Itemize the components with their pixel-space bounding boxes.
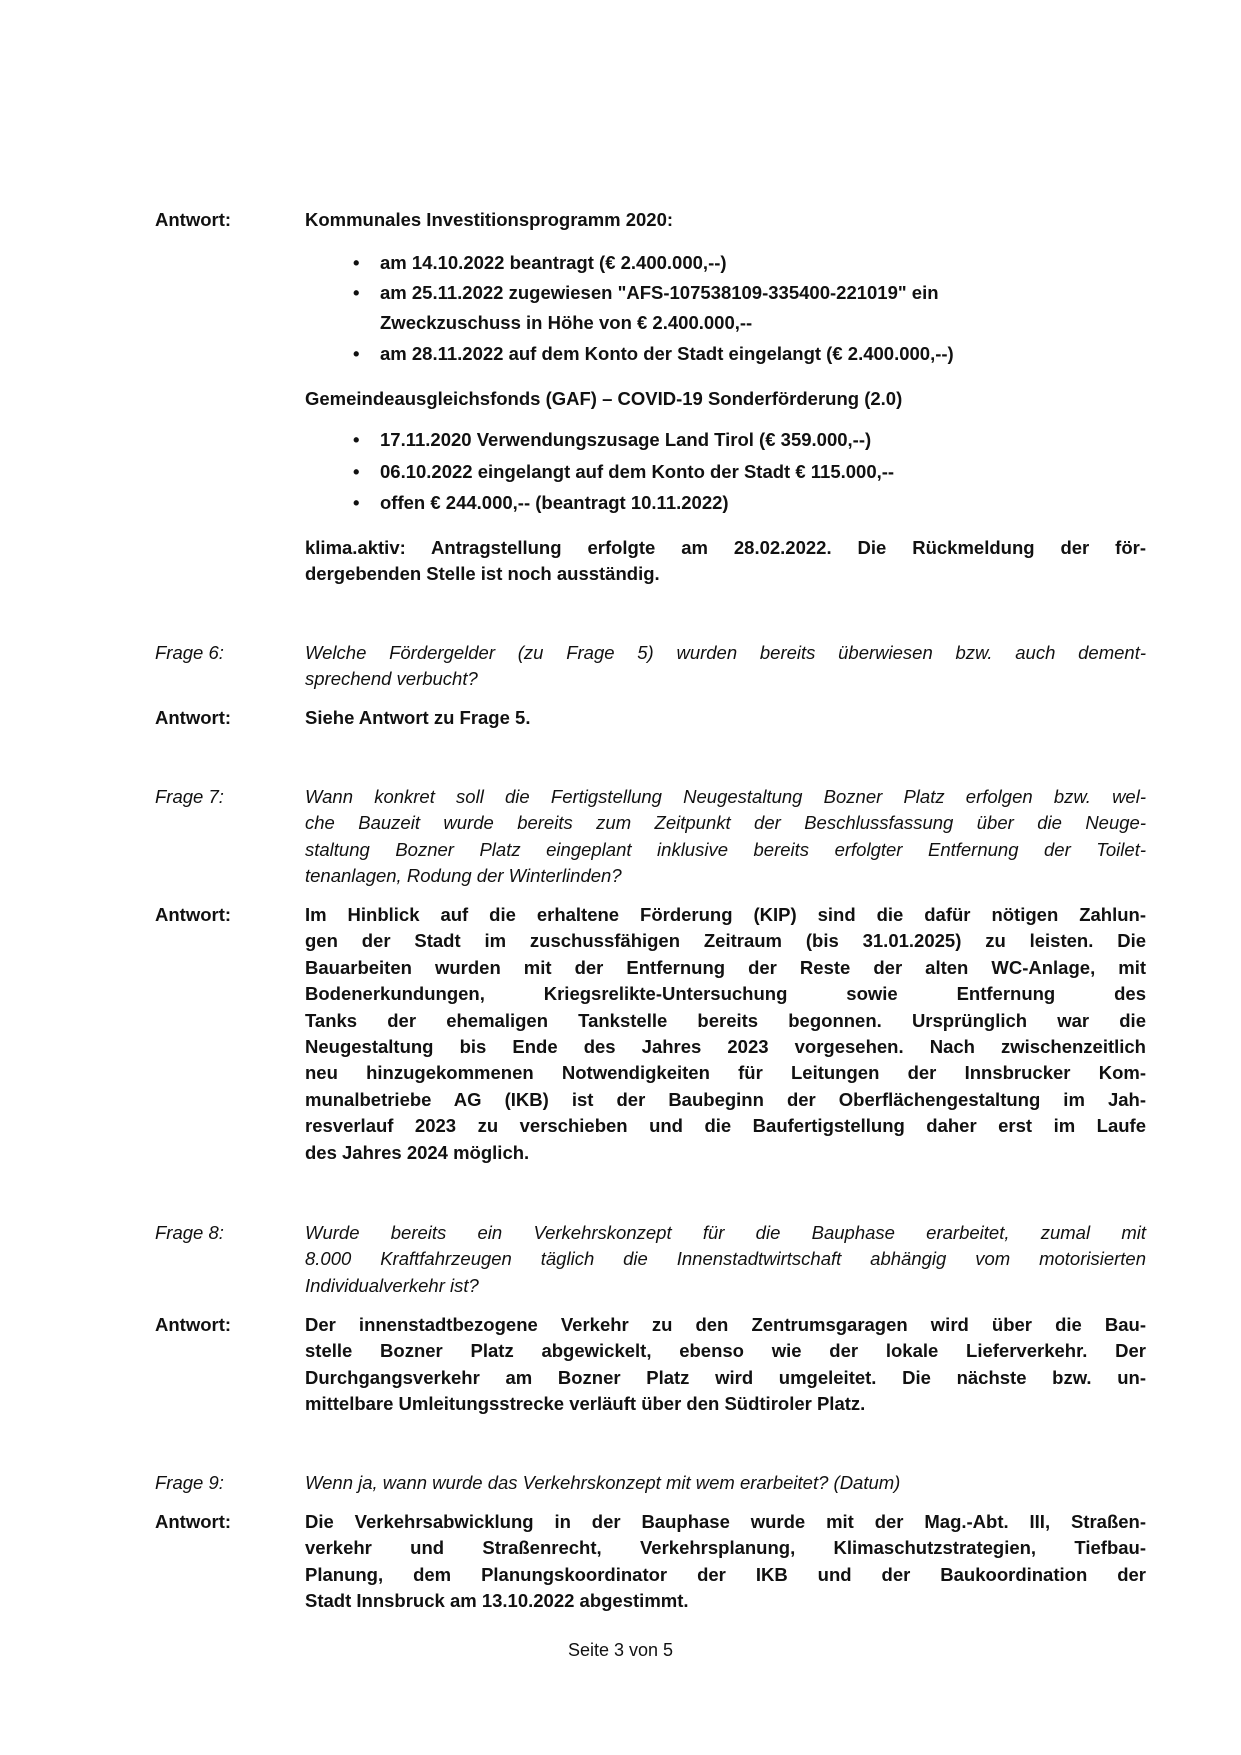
text-line: staltung Bozner Platz eingeplant inklusive bereits erfolgter Entfernung der Toilet-	[305, 838, 1146, 860]
text-line: Welche Fördergelder (zu Frage 5) wurden bereits überwiesen bzw. auch dement-	[305, 642, 1146, 663]
text-line: Der innenstadtbezogene Verkehr zu den Zentrumsgaragen wird über die Bau-	[305, 1314, 1146, 1335]
question-text	[305, 1470, 1146, 1496]
text-line: mittelbare Umleitungsstrecke verläuft über den Südtiroler Platz.	[305, 1393, 866, 1415]
text-line: Die Verkehrsabwicklung in der Bauphase wurde mit der Mag.-Abt. III, Straßen-	[305, 1511, 1146, 1532]
text-line: Bauarbeiten wurden mit der Entfernung der Reste der alten WC-Anlage, mit	[305, 956, 1146, 978]
answer-label: Antwort:	[155, 707, 232, 728]
bullet-icon: •	[353, 343, 360, 364]
text-line: dergebenden Stelle ist noch ausständig.	[305, 563, 660, 585]
question-label: Frage 7:	[155, 786, 224, 807]
klima-paragraph	[305, 535, 1146, 588]
bullet-icon: •	[353, 282, 360, 303]
text-line: 8.000 Kraftfahrzeugen täglich die Innenstadtwirtschaft abhängig vom motorisierten	[305, 1248, 1146, 1270]
answer-label: Antwort:	[155, 209, 232, 230]
gaf-heading	[305, 386, 1146, 412]
bullet-text: offen € 244.000,-- (beantragt 10.11.2022)	[380, 492, 729, 513]
answer-text	[305, 705, 1146, 731]
text-line: Tanks der ehemaligen Tankstelle bereits begonnen. Ursprünglich war die	[305, 1009, 1146, 1031]
question-label: Frage 8:	[155, 1222, 224, 1243]
question-text	[305, 640, 1146, 693]
bullet-icon: •	[353, 252, 360, 273]
text-line: Planung, dem Planungskoordinator der IKB und der Baukoordination der	[305, 1563, 1146, 1585]
text-line: munalbetriebe AG (IKB) ist der Baubeginn der Oberflächengestaltung im Jah-	[305, 1088, 1146, 1110]
bullet-icon: •	[353, 492, 360, 513]
text-line: Bodenerkundungen, Kriegsrelikte-Untersuchung sowie Entfernung des	[305, 983, 1146, 1005]
text-line: Siehe Antwort zu Frage 5.	[305, 707, 531, 728]
text-line: Neugestaltung bis Ende des Jahres 2023 vorgesehen. Nach zwischenzeitlich	[305, 1036, 1146, 1058]
bullet-icon: •	[353, 461, 360, 482]
question-label: Frage 6:	[155, 642, 224, 663]
text-line: resverlauf 2023 zu verschieben und die Baufertigstellung daher erst im Laufe	[305, 1115, 1146, 1137]
text-line: Wenn ja, wann wurde das Verkehrskonzept mit wem erarbeitet? (Datum)	[305, 1472, 901, 1493]
question-text	[305, 784, 1146, 890]
bullet-icon: •	[353, 429, 360, 450]
answer-label: Antwort:	[155, 1314, 232, 1335]
text-line: Wann konkret soll die Fertigstellung Neugestaltung Bozner Platz erfolgen bzw. wel-	[305, 786, 1146, 807]
text-line: Im Hinblick auf die erhaltene Förderung (KIP) sind die dafür nötigen Zahlun-	[305, 904, 1146, 925]
answer-text	[305, 1312, 1146, 1418]
answer-label: Antwort:	[155, 904, 232, 925]
heading-text: Kommunales Investitionsprogramm 2020:	[305, 209, 674, 230]
text-line: des Jahres 2024 möglich.	[305, 1141, 530, 1163]
text-line: verkehr und Straßenrecht, Verkehrsplanung, Klimaschutzstrategien, Tiefbau-	[305, 1537, 1146, 1559]
page-number: Seite 3 von 5	[567, 1640, 674, 1660]
bullet-text: am 28.11.2022 auf dem Konto der Stadt eingelangt (€ 2.400.000,--)	[380, 343, 954, 364]
question-label: Frage 9:	[155, 1472, 224, 1493]
bullet-text: 06.10.2022 eingelangt auf dem Konto der Stadt € 115.000,--	[380, 461, 895, 482]
text-line: Individualverkehr ist?	[305, 1274, 479, 1296]
bullet-text: 17.11.2020 Verwendungszusage Land Tirol (€ 359.000,--)	[380, 429, 872, 450]
text-line: sprechend verbucht?	[305, 668, 478, 690]
text-line: Wurde bereits ein Verkehrskonzept für die Bauphase erarbeitet, zumal mit	[305, 1222, 1146, 1243]
heading-text: Gemeindeausgleichsfonds (GAF) – COVID-19 Sonderförderung (2.0)	[305, 388, 903, 409]
answer-text	[305, 1509, 1146, 1615]
text-line: gen der Stadt im zuschussfähigen Zeitraum (bis 31.01.2025) zu leisten. Die	[305, 930, 1146, 952]
text-line: klima.aktiv: Antragstellung erfolgte am 28.02.2022. Die Rückmeldung der för-	[305, 537, 1146, 558]
text-line: che Bauzeit wurde bereits zum Zeitpunkt der Beschlussfassung über die Neuge-	[305, 812, 1146, 834]
bullet-text: am 14.10.2022 beantragt (€ 2.400.000,--)	[380, 252, 727, 273]
question-text	[305, 1220, 1146, 1299]
text-line: tenanlagen, Rodung der Winterlinden?	[305, 865, 622, 887]
answer-label: Antwort:	[155, 1511, 232, 1532]
text-line: neu hinzugekommenen Notwendigkeiten für Leitungen der Innsbrucker Kom-	[305, 1062, 1146, 1084]
text-line: Stadt Innsbruck am 13.10.2022 abgestimmt.	[305, 1590, 689, 1612]
bullet-text: am 25.11.2022 zugewiesen "AFS-107538109-335400-221019" ein	[380, 282, 939, 303]
kip-heading	[305, 207, 1146, 233]
bullet-text: Zweckzuschuss in Höhe von € 2.400.000,--	[380, 312, 753, 333]
answer-text	[305, 902, 1146, 1166]
text-line: Durchgangsverkehr am Bozner Platz wird umgeleitet. Die nächste bzw. un-	[305, 1366, 1146, 1388]
text-line: stelle Bozner Platz abgewickelt, ebenso wie der lokale Lieferverkehr. Der	[305, 1340, 1146, 1362]
